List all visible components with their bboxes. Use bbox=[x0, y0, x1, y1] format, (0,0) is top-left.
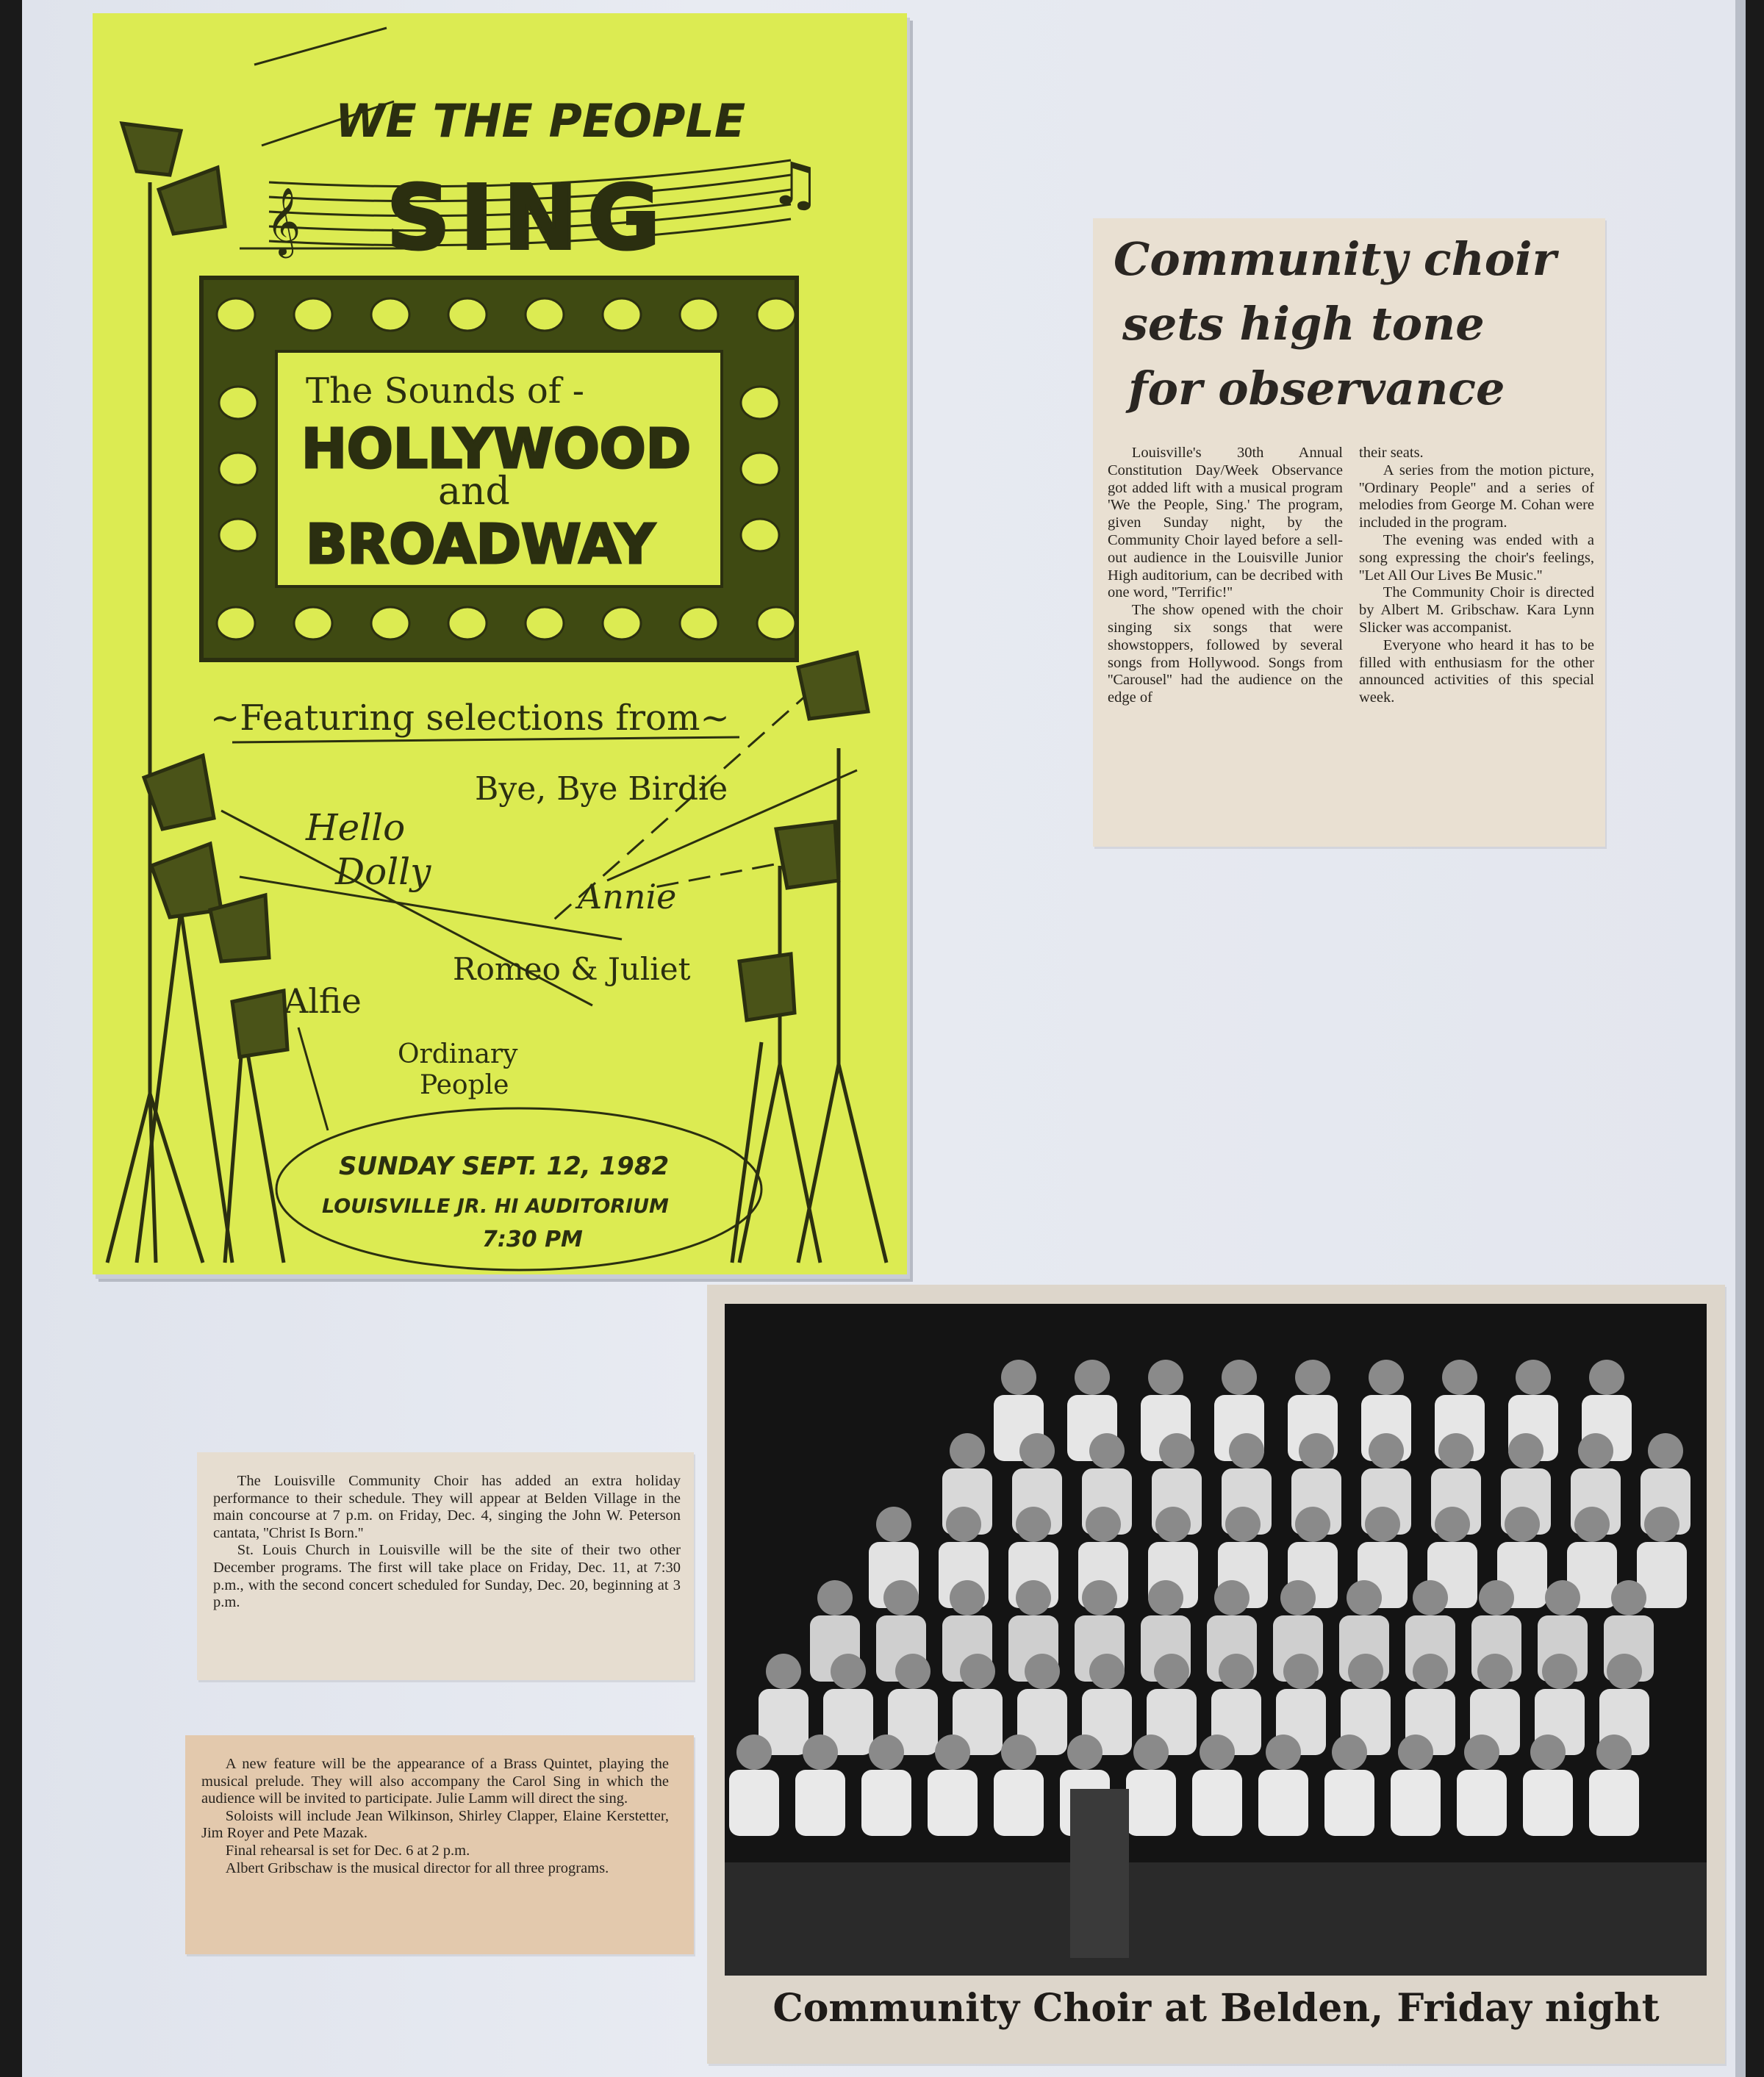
marquee-bulb bbox=[217, 298, 255, 331]
clipping-paragraph: Final rehearsal is set for Dec. 6 at 2 p.m. bbox=[225, 1842, 470, 1859]
choir-member-body bbox=[795, 1770, 845, 1836]
choir-member-head bbox=[1295, 1360, 1330, 1395]
selection-people: People bbox=[420, 1070, 509, 1100]
choir-member-head bbox=[1347, 1580, 1382, 1615]
choir-member-head bbox=[1545, 1580, 1580, 1615]
article-paragraph: Louisville's 30th Annual Constitution Day/Week Observance got added lift with a musical program 'We the People, Sing.' The program, given Sunday night, by the Community Choir layed before a sell-out audience in the Louisville Junior High auditorium, can be decribed with one word, ''Terrific!'' bbox=[1108, 445, 1343, 601]
choir-member-head bbox=[1075, 1360, 1110, 1395]
program-venue: LOUISVILLE JR. HI AUDITORIUM bbox=[322, 1195, 669, 1218]
choir-member-head bbox=[1611, 1580, 1646, 1615]
marquee-bulb bbox=[294, 607, 332, 639]
conductor-figure bbox=[1070, 1789, 1129, 1958]
article-column-1 bbox=[1108, 445, 1343, 707]
choir-member-head bbox=[1479, 1580, 1514, 1615]
choir-member-head bbox=[1442, 1360, 1477, 1395]
program-featuring: ~Featuring selections from~ bbox=[210, 697, 730, 739]
music-notes-icon: ♫ bbox=[769, 150, 822, 218]
program-cover-art bbox=[93, 13, 907, 1274]
choir-member-body bbox=[1258, 1770, 1308, 1836]
clipping-paragraph: The Louisville Community Choir has added an extra holiday performance to their schedule. They will appear at Belden Village in the main concourse at 7 p.m. on Friday, Dec. 4, singing the John W. Peterson cantata, ''Christ Is Born.'' bbox=[213, 1473, 681, 1541]
choir-member-head bbox=[1089, 1654, 1125, 1689]
program-time: 7:30 PM bbox=[482, 1227, 583, 1252]
choir-member-head bbox=[1089, 1433, 1125, 1468]
choir-member-head bbox=[1648, 1433, 1683, 1468]
article-paragraph: Everyone who heard it has to be filled with enthusiasm for the other announced activities of this special week. bbox=[1359, 636, 1594, 706]
choir-member-head bbox=[1016, 1580, 1051, 1615]
choir-member-head bbox=[1589, 1360, 1624, 1395]
clipping-holiday-performance bbox=[197, 1452, 694, 1680]
choir-member-head bbox=[1219, 1654, 1254, 1689]
choir-member-body bbox=[1192, 1770, 1242, 1836]
choir-member-body bbox=[729, 1770, 779, 1836]
choir-member-head bbox=[1225, 1507, 1261, 1542]
clipping-paragraph: Albert Gribschaw is the musical director for all three programs. bbox=[225, 1859, 609, 1876]
choir-member-head bbox=[766, 1654, 801, 1689]
choir-member-head bbox=[1607, 1654, 1642, 1689]
choir-member-head bbox=[869, 1735, 904, 1770]
choir-member-head bbox=[1159, 1433, 1194, 1468]
article-body bbox=[1108, 445, 1596, 707]
choir-member-head bbox=[883, 1580, 919, 1615]
program-sing: SING bbox=[387, 168, 670, 270]
marquee-bulb bbox=[526, 607, 564, 639]
marquee-bulb bbox=[219, 453, 257, 485]
program-top-line: WE THE PEOPLE bbox=[335, 94, 746, 148]
choir-member-head bbox=[960, 1654, 995, 1689]
choir-member-head bbox=[950, 1580, 985, 1615]
choir-member-head bbox=[1025, 1654, 1060, 1689]
choir-member-head bbox=[1001, 1735, 1036, 1770]
marquee-bulb bbox=[217, 607, 255, 639]
choir-member-head bbox=[1542, 1654, 1577, 1689]
choir-member-head bbox=[1596, 1735, 1632, 1770]
choir-member-head bbox=[1266, 1735, 1301, 1770]
choir-member-head bbox=[1644, 1507, 1679, 1542]
choir-member-head bbox=[946, 1507, 981, 1542]
photo-caption: Community Choir at Belden, Friday night bbox=[772, 1986, 1660, 2031]
choir-photograph bbox=[725, 1304, 1707, 1976]
program-sounds-of: The Sounds of - bbox=[306, 370, 584, 412]
choir-member-head bbox=[1413, 1654, 1448, 1689]
article-headline bbox=[1114, 227, 1591, 421]
clipping-body bbox=[201, 1756, 669, 1877]
marquee-bulb bbox=[603, 298, 641, 331]
headline-line-1: Community choir bbox=[1114, 232, 1557, 286]
marquee-bulb bbox=[371, 607, 409, 639]
choir-member-head bbox=[1214, 1580, 1250, 1615]
choir-member-head bbox=[1438, 1433, 1474, 1468]
marquee-bulb bbox=[680, 298, 718, 331]
marquee-bulb bbox=[603, 607, 641, 639]
choir-member-head bbox=[1477, 1654, 1513, 1689]
selection-ordinary: Ordinary bbox=[398, 1039, 518, 1069]
choir-member-head bbox=[1574, 1507, 1610, 1542]
marquee-bulb bbox=[741, 519, 779, 551]
choir-member-head bbox=[1222, 1360, 1257, 1395]
choir-member-head bbox=[876, 1507, 911, 1542]
choir-member-head bbox=[1530, 1735, 1566, 1770]
choir-member-head bbox=[895, 1654, 931, 1689]
article-column-2 bbox=[1359, 445, 1594, 707]
clipping-brass-quintet bbox=[185, 1735, 694, 1954]
choir-member-head bbox=[1578, 1433, 1613, 1468]
program-broadway: BROADWAY bbox=[306, 513, 656, 576]
article-paragraph: The show opened with the choir singing six songs that were showstoppers, followed by several songs from Hollywood. Songs from ''Carousel'' had the audience on the edge of bbox=[1108, 602, 1343, 706]
marquee-bulb bbox=[526, 298, 564, 331]
concert-program-cover bbox=[93, 13, 907, 1274]
selection-dolly: Dolly bbox=[335, 850, 431, 893]
choir-member-head bbox=[803, 1735, 838, 1770]
choir-member-body bbox=[1457, 1770, 1507, 1836]
choir-member-head bbox=[1398, 1735, 1433, 1770]
choir-member-body bbox=[994, 1770, 1044, 1836]
choir-member-body bbox=[1324, 1770, 1374, 1836]
choir-member-head bbox=[1019, 1433, 1055, 1468]
choir-member-head bbox=[1155, 1507, 1191, 1542]
marquee-bulb bbox=[757, 607, 795, 639]
marquee-bulb bbox=[371, 298, 409, 331]
marquee-bulb bbox=[219, 519, 257, 551]
selection-hello: Hello bbox=[306, 806, 406, 849]
marquee-bulb bbox=[219, 387, 257, 419]
choir-member-head bbox=[1154, 1654, 1189, 1689]
choir-member-body bbox=[1126, 1770, 1176, 1836]
marquee-bulb bbox=[294, 298, 332, 331]
choir-member-head bbox=[1200, 1735, 1235, 1770]
selection-bye-bye-birdie: Bye, Bye Birdie bbox=[475, 770, 728, 808]
choir-member-head bbox=[935, 1735, 970, 1770]
headline-line-3: for observance bbox=[1128, 362, 1505, 415]
choir-member-head bbox=[1369, 1433, 1404, 1468]
article-paragraph: The evening was ended with a song expressing the choir's feelings, ''Let All Our Lives Be Music.'' bbox=[1359, 531, 1594, 584]
choir-member-head bbox=[950, 1433, 985, 1468]
marquee-bulb bbox=[741, 453, 779, 485]
choir-member-head bbox=[817, 1580, 853, 1615]
choir-member-head bbox=[1283, 1654, 1319, 1689]
choir-member-head bbox=[1133, 1735, 1169, 1770]
choir-member-body bbox=[1391, 1770, 1441, 1836]
choir-member-body bbox=[861, 1770, 911, 1836]
marquee-bulb bbox=[757, 298, 795, 331]
choir-member-body bbox=[928, 1770, 978, 1836]
selection-romeo-juliet: Romeo & Juliet bbox=[453, 951, 691, 987]
treble-clef-icon: 𝄞 bbox=[266, 187, 301, 255]
choir-member-head bbox=[1505, 1507, 1540, 1542]
choir-member-head bbox=[1299, 1433, 1334, 1468]
choir-member-head bbox=[1435, 1507, 1470, 1542]
choir-member-head bbox=[1067, 1735, 1102, 1770]
choir-member-head bbox=[831, 1654, 866, 1689]
article-paragraph: A series from the motion picture, ''Ordinary People'' and a series of melodies from George M. Cohan were included in the program. bbox=[1359, 462, 1594, 531]
choir-member-head bbox=[1086, 1507, 1121, 1542]
choir-member-head bbox=[1016, 1507, 1051, 1542]
clipping-choir-photo bbox=[707, 1285, 1725, 2064]
choir-member-head bbox=[1148, 1360, 1183, 1395]
choir-member-head bbox=[1280, 1580, 1316, 1615]
marquee-bulb bbox=[680, 607, 718, 639]
article-choir-observance bbox=[1093, 218, 1605, 847]
selection-annie: Annie bbox=[578, 877, 677, 916]
program-hollywood: HOLLYWOOD bbox=[301, 417, 692, 481]
choir-member-head bbox=[1365, 1507, 1400, 1542]
choir-member-head bbox=[1001, 1360, 1036, 1395]
article-paragraph: The Community Choir is directed by Albert M. Gribschaw. Kara Lynn Slicker was accompanist. bbox=[1359, 584, 1594, 636]
choir-member-head bbox=[1413, 1580, 1448, 1615]
choir-member-head bbox=[1464, 1735, 1499, 1770]
marquee-bulb bbox=[448, 607, 487, 639]
choir-member-head bbox=[1295, 1507, 1330, 1542]
clipping-paragraph: Soloists will include Jean Wilkinson, Shirley Clapper, Elaine Kerstetter, Jim Royer and Pete Mazak. bbox=[201, 1807, 669, 1842]
choir-member-head bbox=[1082, 1580, 1117, 1615]
marquee-bulb bbox=[741, 387, 779, 419]
choir-member-body bbox=[1523, 1770, 1573, 1836]
program-and: and bbox=[438, 470, 510, 514]
choir-member-head bbox=[1348, 1654, 1383, 1689]
choir-member-head bbox=[1148, 1580, 1183, 1615]
choir-member-head bbox=[736, 1735, 772, 1770]
selection-alfie: Alfie bbox=[284, 981, 362, 1021]
choir-member-body bbox=[1589, 1770, 1639, 1836]
article-paragraph: their seats. bbox=[1359, 445, 1424, 461]
headline-line-2: sets high tone bbox=[1122, 297, 1485, 351]
choir-member-head bbox=[1229, 1433, 1264, 1468]
clipping-body bbox=[213, 1473, 681, 1612]
clipping-paragraph: A new feature will be the appearance of a Brass Quintet, playing the musical prelude. They will also accompany the Carol Sing in which the audience will be invited to participate. Julie Lamm will direct the sing. bbox=[201, 1756, 669, 1807]
choir-member-head bbox=[1369, 1360, 1404, 1395]
choir-member-head bbox=[1508, 1433, 1544, 1468]
marquee-bulb bbox=[448, 298, 487, 331]
clipping-paragraph: St. Louis Church in Louisville will be the site of their two other December programs. The first will take place on Friday, Dec. 11, at 7:30 p.m., with the second concert scheduled for Sunday, Dec. 20, beginning at 3 p.m. bbox=[213, 1542, 681, 1611]
choir-member-head bbox=[1516, 1360, 1551, 1395]
choir-member-head bbox=[1332, 1735, 1367, 1770]
program-date: SUNDAY SEPT. 12, 1982 bbox=[339, 1152, 670, 1181]
